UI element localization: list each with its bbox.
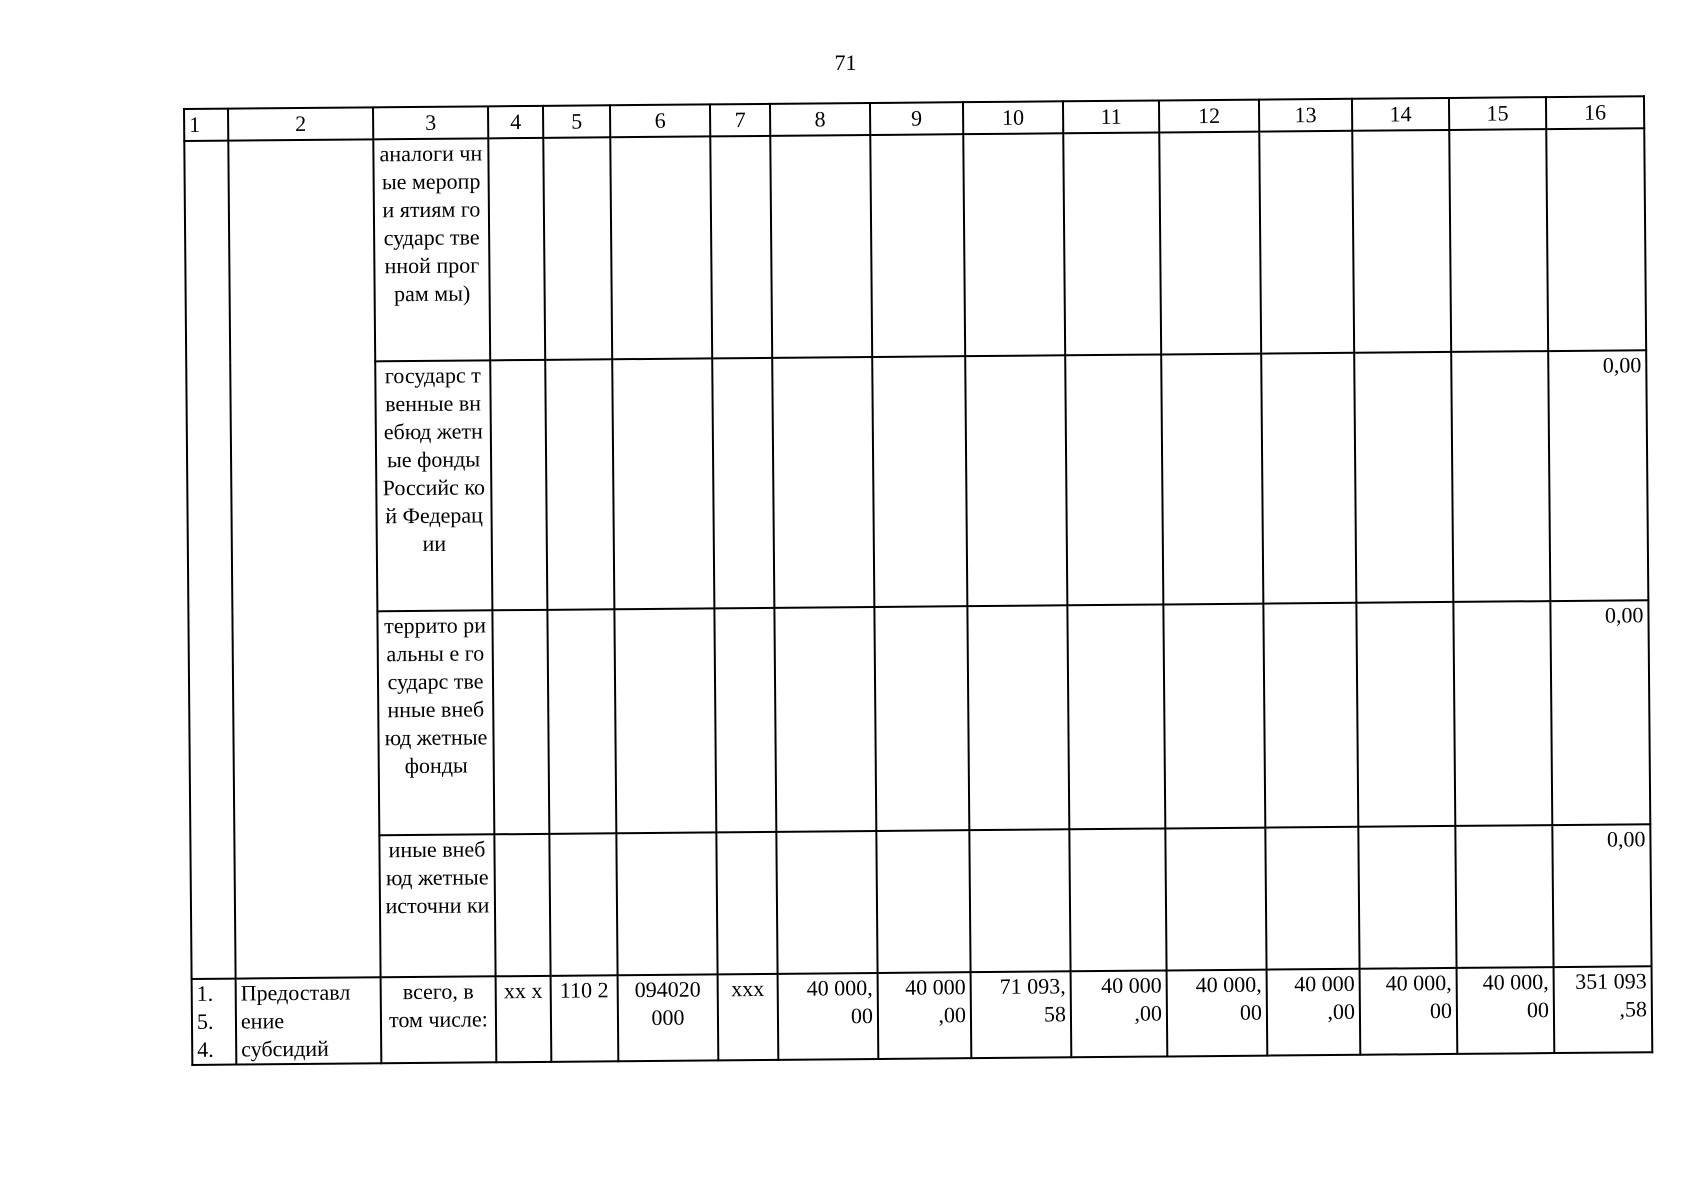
- budget-table: [183, 95, 1653, 1066]
- cell: [967, 605, 1069, 830]
- header-cell: 8: [770, 103, 870, 136]
- cell-number: [184, 141, 235, 979]
- cell: [874, 606, 969, 831]
- cell-source: аналоги чные меропри ятиям государс твенной програм мы): [373, 138, 490, 361]
- cell-total: 0,00: [1552, 824, 1651, 967]
- cell: [490, 360, 547, 610]
- cell: [1265, 827, 1359, 970]
- cell: [1451, 351, 1550, 602]
- cell: [965, 355, 1067, 606]
- table-row: [184, 128, 1646, 363]
- cell-code: 094020 000: [618, 974, 719, 1061]
- cell-total: 0,00: [1550, 600, 1650, 825]
- cell-amount: 40 000, 00: [1167, 970, 1268, 1057]
- table-row: [190, 824, 1651, 979]
- cell: [1063, 132, 1161, 355]
- cell: [969, 829, 1070, 972]
- cell: [1263, 603, 1358, 828]
- cell: [610, 136, 712, 359]
- table-row: [188, 600, 1650, 837]
- cell: [1069, 828, 1166, 971]
- cell-source: всего, в том числе:: [381, 976, 497, 1063]
- cell: [614, 608, 716, 833]
- cell-code: хх х: [496, 976, 552, 1062]
- cell: [1358, 826, 1456, 969]
- header-cell: 16: [1546, 96, 1644, 129]
- cell: [1161, 354, 1263, 605]
- header-cell: 4: [488, 106, 543, 138]
- cell-amount: 40 000, 00: [1457, 967, 1555, 1054]
- cell: [712, 358, 774, 609]
- header-cell: 13: [1259, 99, 1352, 132]
- cell: [488, 138, 545, 360]
- cell-name: [228, 139, 380, 978]
- header-cell: 10: [963, 101, 1063, 134]
- cell: [1065, 354, 1163, 605]
- cell: [1453, 601, 1552, 826]
- cell: [876, 830, 970, 973]
- cell: [774, 607, 876, 832]
- cell: [549, 833, 617, 976]
- cell-amount: 40 000 ,00: [878, 972, 972, 1059]
- cell: [1261, 353, 1356, 604]
- cell: [612, 358, 714, 609]
- header-cell: 11: [1063, 100, 1159, 133]
- cell-source: государс твенные внебюд жетные фонды Российс кой Федерац ии: [375, 360, 492, 611]
- header-cell: 14: [1352, 98, 1449, 131]
- cell: [1354, 352, 1453, 603]
- cell-total: 351 093 ,58: [1554, 966, 1653, 1053]
- cell-amount: 71 093, 58: [971, 971, 1072, 1058]
- cell: [1163, 604, 1265, 829]
- cell: [616, 832, 717, 975]
- header-cell: 1: [184, 109, 228, 141]
- cell: [714, 608, 776, 833]
- cell-code: 110 2: [551, 975, 619, 1062]
- cell: [1159, 132, 1261, 355]
- cell: [1352, 130, 1451, 353]
- cell: [1165, 828, 1266, 971]
- table-row: [186, 350, 1648, 613]
- cell: [545, 359, 614, 610]
- header-cell: 9: [870, 102, 963, 135]
- header-cell: 3: [373, 106, 488, 139]
- cell: [543, 137, 612, 360]
- cell-source: иные внебюд жетные источни ки: [379, 834, 495, 977]
- cell-total: 0,00: [1548, 350, 1648, 601]
- cell-total: [1546, 128, 1646, 351]
- table-row: [192, 966, 1653, 1065]
- cell: [547, 609, 616, 834]
- cell: [872, 356, 967, 607]
- cell: [1455, 825, 1553, 968]
- cell: [870, 134, 965, 357]
- cell-amount: 40 000, 00: [778, 973, 879, 1060]
- cell-amount: 40 000 ,00: [1267, 969, 1361, 1056]
- header-cell: 5: [543, 105, 610, 138]
- header-cell: 7: [710, 104, 770, 137]
- cell-number: 1. 5. 4.: [192, 979, 237, 1065]
- cell: [1449, 129, 1548, 352]
- cell: [492, 610, 549, 834]
- cell-code: ххх: [718, 974, 779, 1061]
- header-cell: 6: [610, 104, 710, 137]
- cell: [1356, 602, 1455, 827]
- cell-source: террито риальны е государс твенные внебюд жетные фонды: [377, 610, 494, 835]
- cell: [716, 832, 777, 975]
- cell: [776, 831, 877, 974]
- cell-amount: 40 000, 00: [1360, 968, 1458, 1055]
- cell: [1259, 131, 1354, 354]
- header-cell: 2: [228, 107, 373, 140]
- cell: [494, 834, 550, 976]
- header-cell: 15: [1449, 97, 1546, 130]
- header-cell: 12: [1159, 100, 1259, 133]
- cell: [770, 135, 872, 358]
- cell: [963, 133, 1065, 356]
- cell: [1067, 604, 1165, 829]
- cell-amount: 40 000 ,00: [1071, 970, 1168, 1057]
- cell-name: Предоставл ение субсидий: [236, 977, 382, 1064]
- cell: [710, 136, 772, 359]
- cell: [772, 357, 874, 608]
- page-number: 71: [834, 50, 857, 75]
